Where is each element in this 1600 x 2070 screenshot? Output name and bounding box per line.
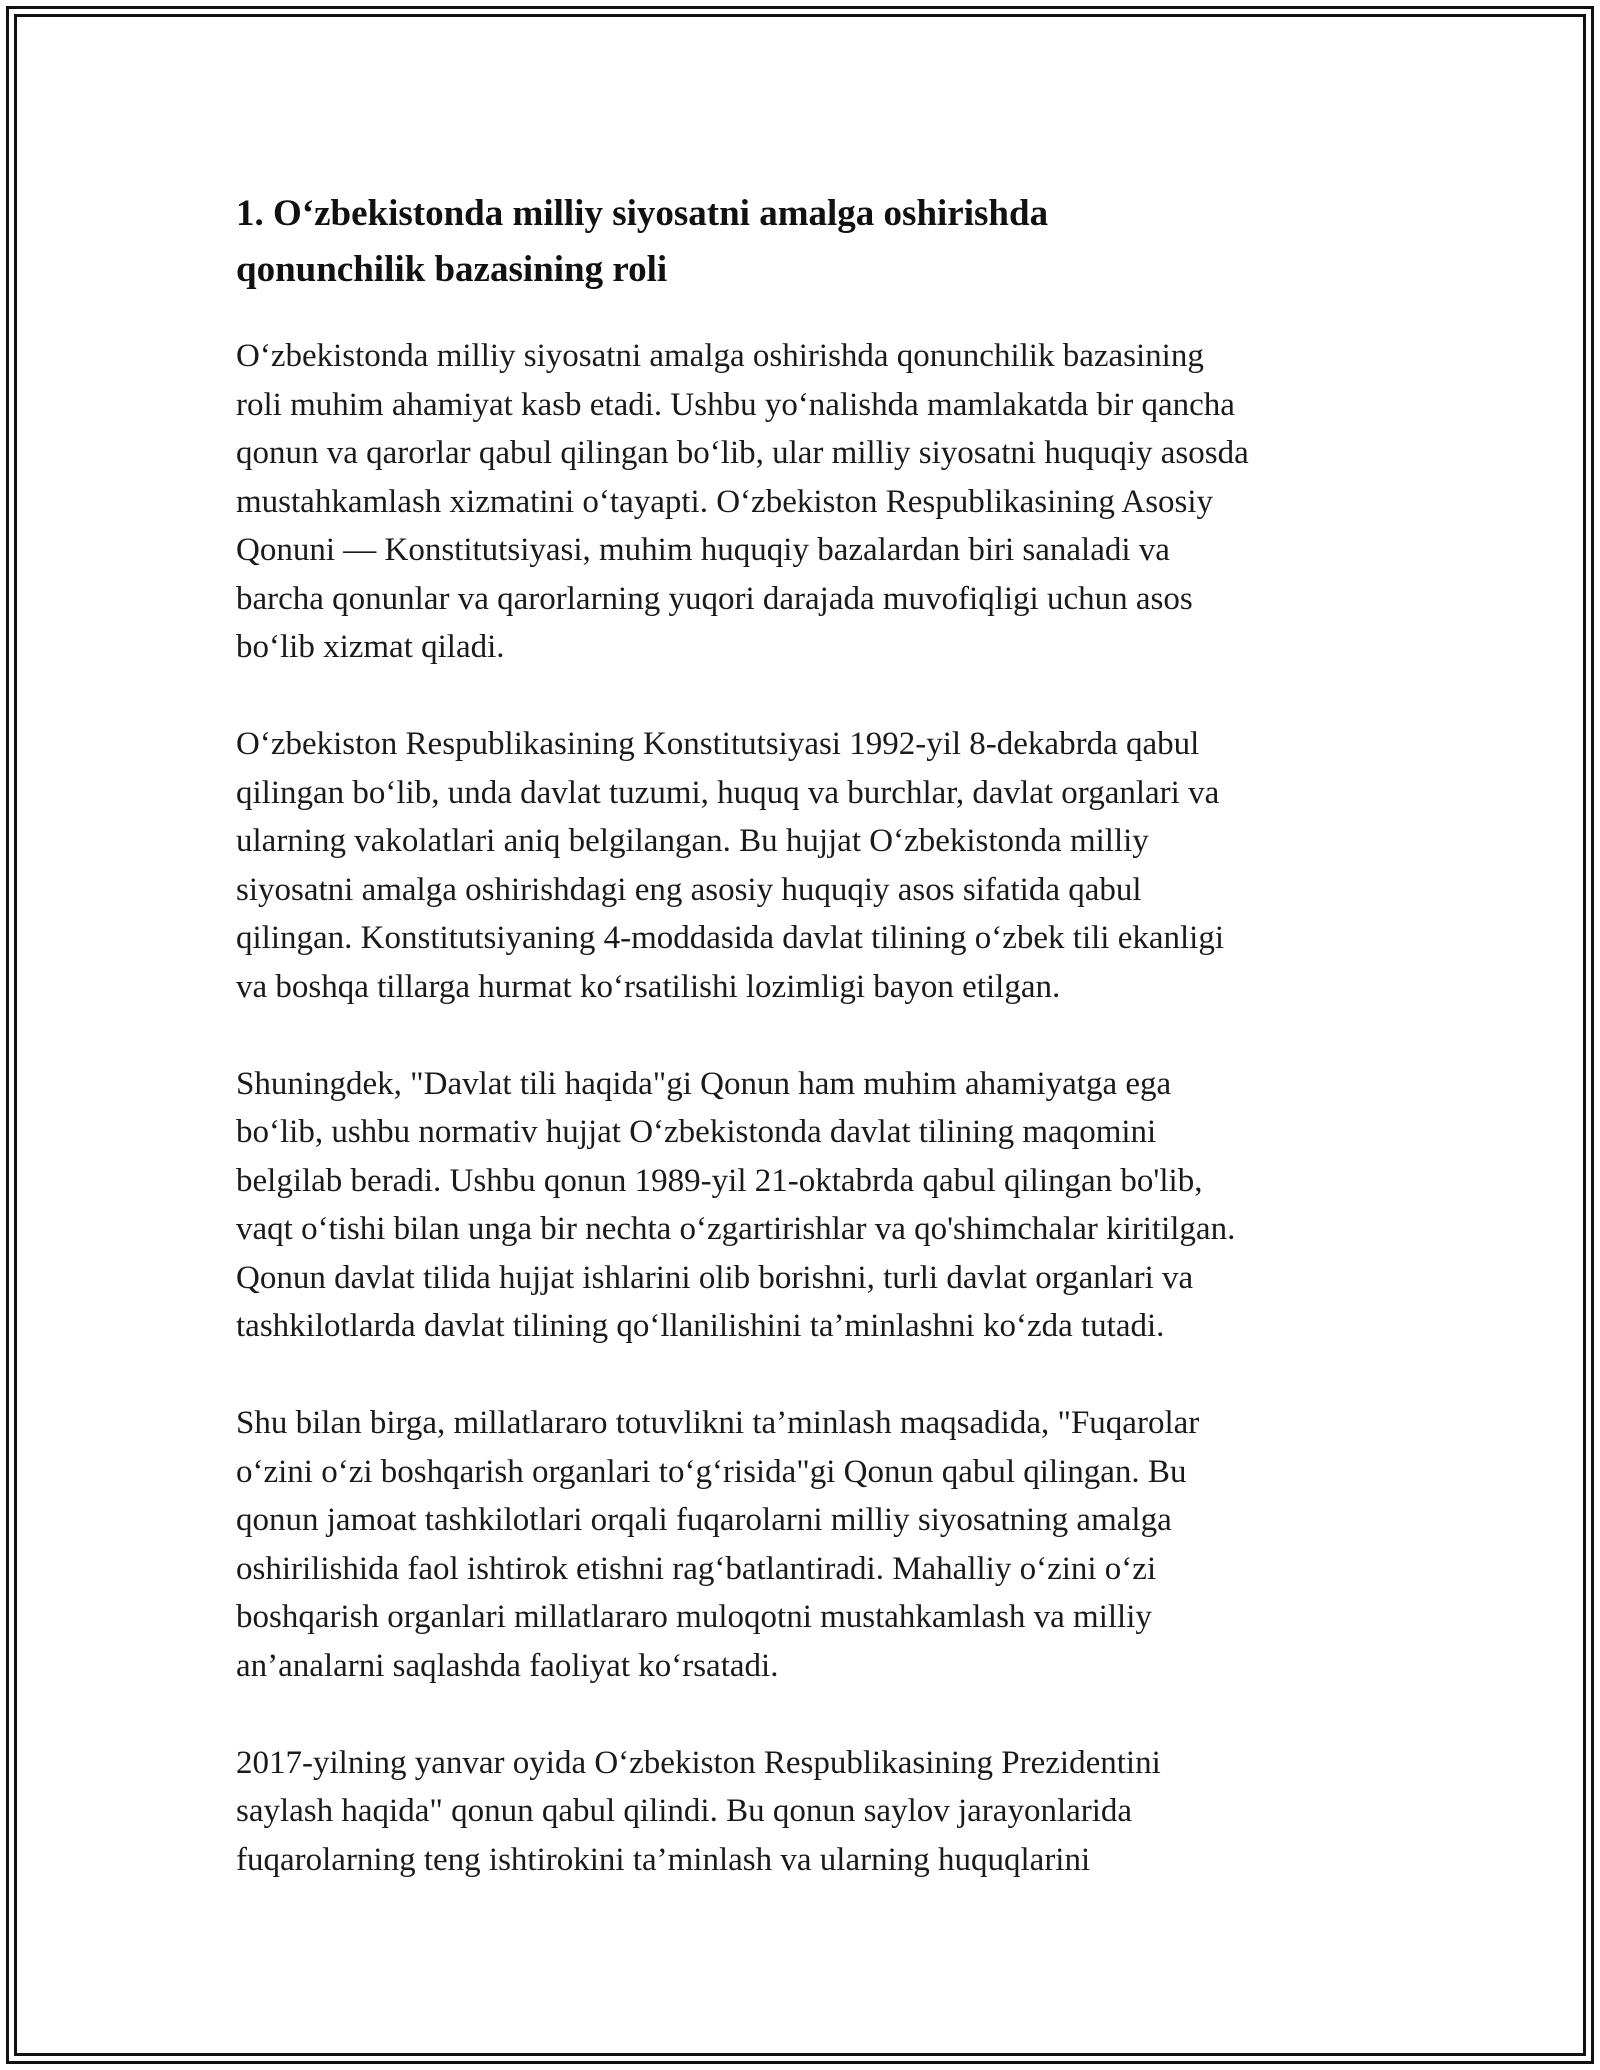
text-line: qonun va qarorlar qabul qilingan bo‘lib, ular milliy siyosatni huquqiy asosda [236,435,1249,471]
text-line: Shu bilan birga, millatlararo totuvlikni ta’minlash maqsadida, "Fuqarolar [236,1405,1200,1441]
text-line: Shuningdek, "Davlat tili haqida"gi Qonun ham muhim ahamiyatga ega [236,1065,1172,1102]
text-line: vaqt o‘tishi bilan unga bir nechta o‘zgartirishlar va qo'shimchalar kiritilgan. [236,1211,1236,1247]
text-line: belgilab beradi. Ushbu qonun 1989-yil 21-oktabrda qabul qilingan bo'lib, [236,1162,1203,1199]
text-line: ularning vakolatlari aniq belgilangan. Bu hujjat O‘zbekistonda milliy [236,823,1149,859]
text-line: va boshqa tillarga hurmat ko‘rsatilishi lozimligi bayon etilgan. [236,968,1061,1005]
text-line: qilingan bo‘lib, unda davlat tuzumi, huquq va burchlar, davlat organlari va [236,774,1220,811]
paragraph-5 [236,1739,1386,1885]
text-line: 2017-yilning yanvar oyida O‘zbekiston Respublikasining Prezidentini [236,1744,1161,1781]
text-line: boshqarish organlari millatlararo muloqotni mustahkamlash va milliy [236,1599,1152,1635]
text-line: mustahkamlash xizmatini o‘tayapti. O‘zbekiston Respublikasining Asosiy [236,483,1214,520]
section-title-line: 1. O‘zbekistonda milliy siyosatni amalga oshirishda [236,193,1049,234]
text-line: tashkilotlarda davlat tilining qo‘llanilishini ta’minlashni ko‘zda tutadi. [236,1308,1165,1344]
text-line: o‘zini o‘zi boshqarish organlari to‘g‘risida"gi Qonun qabul qilingan. Bu [236,1453,1187,1490]
text-line: bo‘lib, ushbu normativ hujjat O‘zbekistonda davlat tilining maqomini [236,1114,1157,1150]
text-line: roli muhim ahamiyat kasb etadi. Ushbu yo‘nalishda mamlakatda bir qancha [236,386,1235,423]
document-body [236,186,1386,1933]
text-line: an’analarni saqlashda faoliyat ko‘rsatadi. [236,1647,779,1684]
text-line: O‘zbekistonda milliy siyosatni amalga oshirishda qonunchilik bazasining [236,338,1204,374]
text-line: oshirilishida faol ishtirok etishni rag‘batlantiradi. Mahalliy o‘zini o‘zi [236,1550,1157,1587]
text-line: qonun jamoat tashkilotlari orqali fuqarolarni milliy siyosatning amalga [236,1502,1172,1538]
section-title-line: qonunchilik bazasining roli [236,249,668,290]
text-line: Qonun davlat tilida hujjat ishlarini olib borishni, turli davlat organlari va [236,1259,1194,1296]
text-line: siyosatni amalga oshirishdagi eng asosiy huquqiy asos sifatida qabul [236,871,1142,908]
paragraph-1 [236,332,1386,672]
text-line: saylash haqida" qonun qabul qilindi. Bu qonun saylov jarayonlarida [236,1793,1133,1829]
text-line: qilingan. Konstitutsiyaning 4-moddasida davlat tilining o‘zbek tili ekanligi [236,920,1225,956]
paragraph-3 [236,1060,1386,1351]
text-line: bo‘lib xizmat qiladi. [236,629,505,665]
text-line: O‘zbekiston Respublikasining Konstitutsiyasi 1992-yil 8-dekabrda qabul [236,726,1200,762]
text-line: barcha qonunlar va qarorlarning yuqori darajada muvofiqligi uchun asos [236,580,1193,617]
section-title [236,186,1386,298]
text-line: Qonuni — Konstitutsiyasi, muhim huquqiy bazalardan biri sanaladi va [236,532,1170,568]
paragraph-4 [236,1399,1386,1690]
paragraph-2 [236,720,1386,1011]
text-line: fuqarolarning teng ishtirokini ta’minlash va ularning huquqlarini [236,1841,1091,1878]
